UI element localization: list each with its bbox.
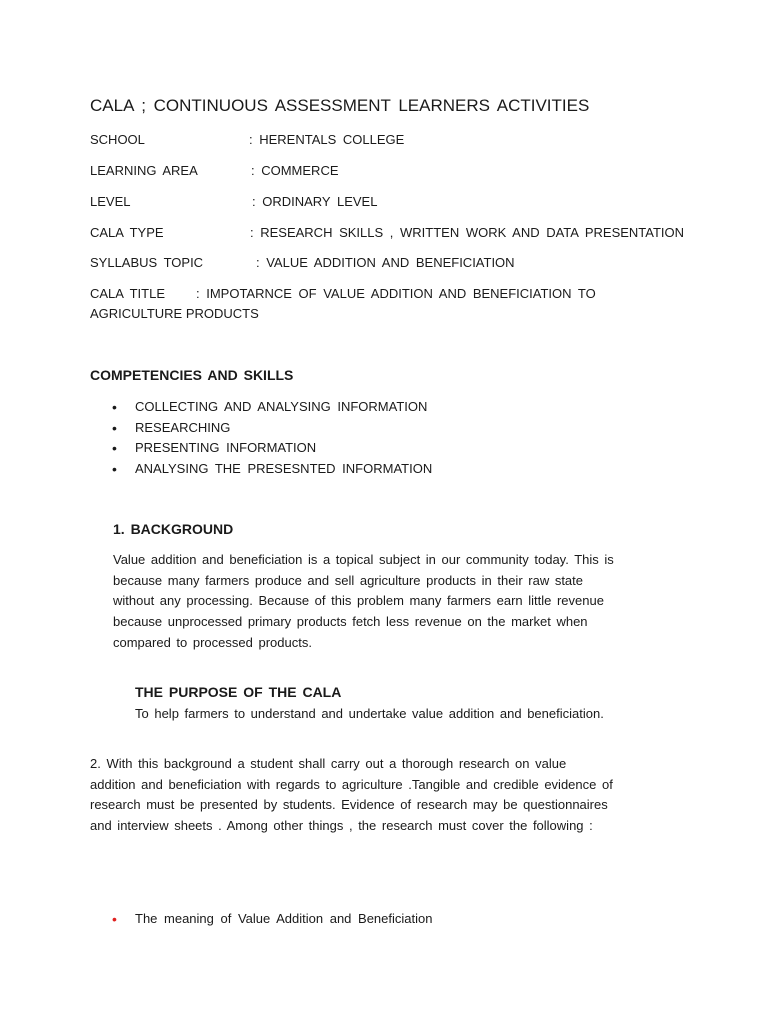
meta-label: SYLLABUS TOPIC: [90, 255, 204, 270]
list-item: [112, 459, 432, 480]
bullet-icon: •: [112, 399, 117, 415]
paragraph-line: 2. With this background a student shall carry out a thorough research on value: [90, 756, 567, 771]
meta-value: : COMMERCE: [251, 163, 339, 178]
list-item-text: ANALYSING THE PRESESNTED INFORMATION: [135, 460, 433, 476]
competencies-list: [112, 397, 432, 479]
meta-value: : VALUE ADDITION AND BENEFICIATION: [256, 255, 515, 270]
list-item-text: PRESENTING INFORMATION: [135, 440, 317, 455]
purpose-text: To help farmers to understand and undertake value addition and beneficiation.: [135, 706, 604, 721]
meta-value: : RESEARCH SKILLS , WRITTEN WORK AND DATA PRESENTATION: [250, 225, 685, 240]
paragraph-line: without any processing. Because of this problem many farmers earn little revenue: [113, 593, 604, 609]
list-item: [112, 418, 432, 439]
bullet-icon: •: [112, 911, 117, 927]
meta-label: SCHOOL: [90, 132, 145, 147]
document-title: CALA ; CONTINUOUS ASSESSMENT LEARNERS ACTIVITIES: [90, 96, 590, 115]
paragraph-line: research must be presented by students. Evidence of research may be questionnaires: [90, 797, 608, 813]
meta-label: LEVEL: [90, 194, 131, 209]
meta-value: : HERENTALS COLLEGE: [249, 132, 405, 147]
background-heading: 1. BACKGROUND: [113, 521, 234, 537]
background-paragraph: [113, 550, 678, 654]
paragraph-line: because many farmers produce and sell agriculture products in their raw state: [113, 572, 583, 588]
list-item: [112, 909, 432, 930]
paragraph-line: Value addition and beneficiation is a topical subject in our community today. This is: [113, 552, 614, 567]
list-item-text: The meaning of Value Addition and Beneficiation: [135, 911, 433, 926]
paragraph-line: addition and beneficiation with regards to agriculture .Tangible and credible evidence of: [90, 776, 613, 792]
meta-label: CALA TYPE: [90, 225, 164, 240]
bullet-icon: •: [112, 440, 117, 456]
paragraph-line: because unprocessed primary products fetch less revenue on the market when: [113, 614, 588, 630]
research-items-list: [112, 909, 432, 930]
meta-label: LEARNING AREA: [90, 163, 198, 178]
bullet-icon: •: [112, 419, 117, 436]
purpose-heading: THE PURPOSE OF THE CALA: [135, 684, 342, 700]
paragraph-line: and interview sheets . Among other things , the research must cover the following :: [90, 818, 593, 834]
list-item-text: COLLECTING AND ANALYSING INFORMATION: [135, 399, 428, 414]
list-item: [112, 397, 432, 418]
section-2-paragraph: [90, 754, 680, 837]
competencies-heading: COMPETENCIES AND SKILLS: [90, 367, 294, 383]
paragraph-line: compared to processed products.: [113, 634, 312, 650]
meta-label: CALA TITLE: [90, 286, 166, 301]
meta-value: : ORDINARY LEVEL: [252, 194, 378, 209]
meta-value: : IMPOTARNCE OF VALUE ADDITION AND BENEFICIATION TO: [196, 286, 596, 301]
list-item-text: RESEARCHING: [135, 419, 231, 435]
meta-value-continuation: AGRICULTURE PRODUCTS: [90, 306, 259, 321]
list-item: [112, 438, 432, 459]
bullet-icon: •: [112, 460, 117, 477]
